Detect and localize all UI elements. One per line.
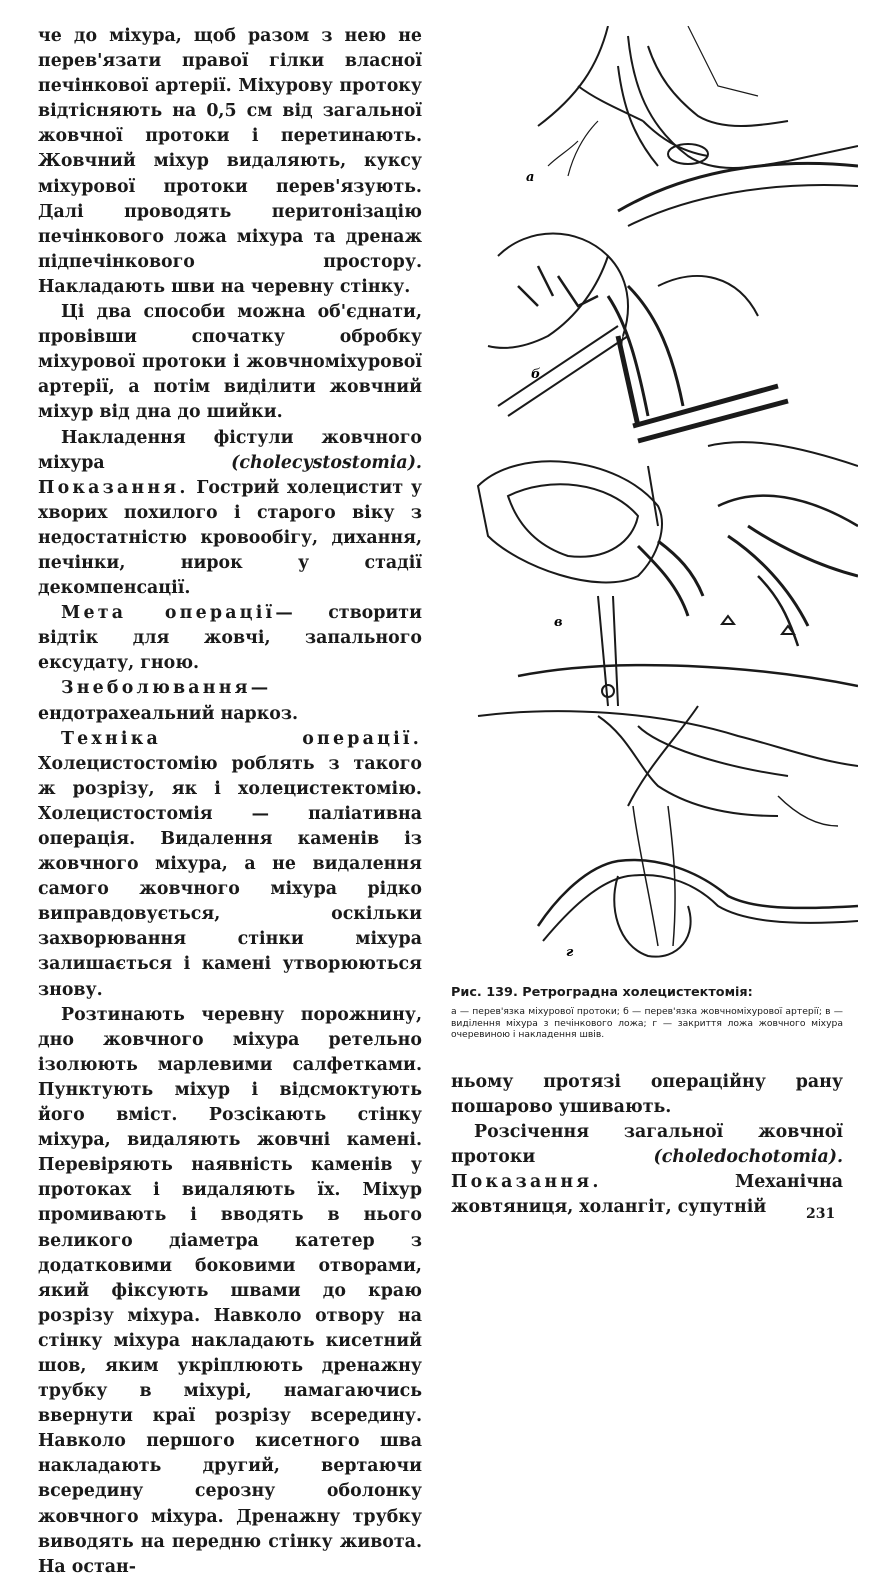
left-text-column [38,24,422,1580]
paragraph: ньому протязі операційну рану пошарово ушивають. [451,1072,843,1118]
figure-label-c: в [554,615,563,630]
section-heading: Розсічення загальної жовчної протоки [451,1122,843,1168]
paragraph: Ці два способи можна об'єднати, провівши спочатку обробку міхурової протоки і жовчноміхурової артерії, а потім виділити жовчний міхур від дна до шийки. [38,302,422,423]
goal-text: — створити відтік для жовчі, запального ексудату, гною. [38,603,422,674]
paragraph-technique [38,727,422,1003]
paragraph: Розтинають черевну порожнину, дно жовчного міхура ретельно ізолюють марлевими салфетками. Пунктують міхур і відсмоктують його вміст. Розсікають стінку міхура, видаляють жовчні камені. Перевіряють наявність каменів у протоках і видаляють їх. Міхур промивають і вводять в нього великого діаметра катетер з додатковими боковими отворами, який фіксують швами до краю розрізу міхура. Навколо отвору на стінку міхура накладають кисетний шов, яким укріплюють дренажну трубку в міхурі, намагаючись ввернути краї розрізу всередину. Навколо першого кисетного шва накладають другий, вертаючи всередину серозну оболонку жовчного міхура. Дренажну трубку виводять на передню стінку живота. На остан- [38,1004,422,1577]
indications-label: Показання. [38,477,189,498]
indications-text: Гострий холецистит у хворих похилого і старого віку з недостатністю кровообігу, дихання, печінки, нирок у стадії декомпенсації. [38,477,422,599]
paragraph-goal [38,601,422,676]
indications-text: Механічна жовтяниця, холангіт, супутній [451,1172,843,1218]
caption-legend: а — перев'язка міхурової протоки; б — перев'язка жовчноміхурової артерії; в — виділення міхура з печінкового ложа; г — закриття ложа жовчного міхура очеревиною і накладення швів. [451,1006,843,1041]
paragraph-anesthesia [38,676,422,726]
paragraph: че до міхура, щоб разом з нею не перев'язати правої гілки власної печінкової артерії. Міхурову протоку відтісняють на 0,5 см від загальної жовчної протоки і перетинають. Жовчний міхур видаляють, куксу міхурової протоки перев'язують. Далі проводять перитонізацію печінкового ложа міхура та дренаж підпечінкового простору. Накладають шви на черевну стінку. [38,26,422,297]
indications-label: Показання. [451,1172,602,1193]
figure-label-a: а [526,170,535,185]
section-heading: Накладення фістули жовчного міхура [38,427,422,473]
anesthesia-text: — ендотрахеальний наркоз. [38,678,299,724]
goal-label: Мета операції [61,603,276,624]
illustration-drawing [458,26,858,968]
technique-text: Холецистостомію роблять з такого ж розрізу, як і холецистектомію. Холецистостомія — паліативна операція. Видалення каменів із жовчного міхура, а не видалення самого жовчного міхура рідко виправдовується, оскільки захворювання стінки міхура залишається і камені утворюються знову. [38,753,422,1000]
figure-label-b: б [531,367,541,382]
caption-title: Рис. 139. Ретроградна холецистектомія: [451,985,753,1000]
right-text-column [451,1070,843,1221]
section-paragraph-choledochotomia [451,1120,843,1220]
panel-a-drawing [538,26,858,226]
figure-label-d: г [566,945,574,960]
latin-term: (choledochotomia). [653,1147,843,1168]
latin-term: (cholecystostomia). [231,452,422,473]
technique-label: Техніка операції. [61,728,422,749]
page-number: 231 [806,1206,836,1222]
figure-caption [451,984,843,1041]
surgical-illustration [458,26,858,968]
anesthesia-label: Знеболювання [61,678,251,699]
panel-d-drawing [478,665,858,957]
section-paragraph-cholecystostomia [38,426,422,602]
panel-b-drawing [488,234,788,442]
